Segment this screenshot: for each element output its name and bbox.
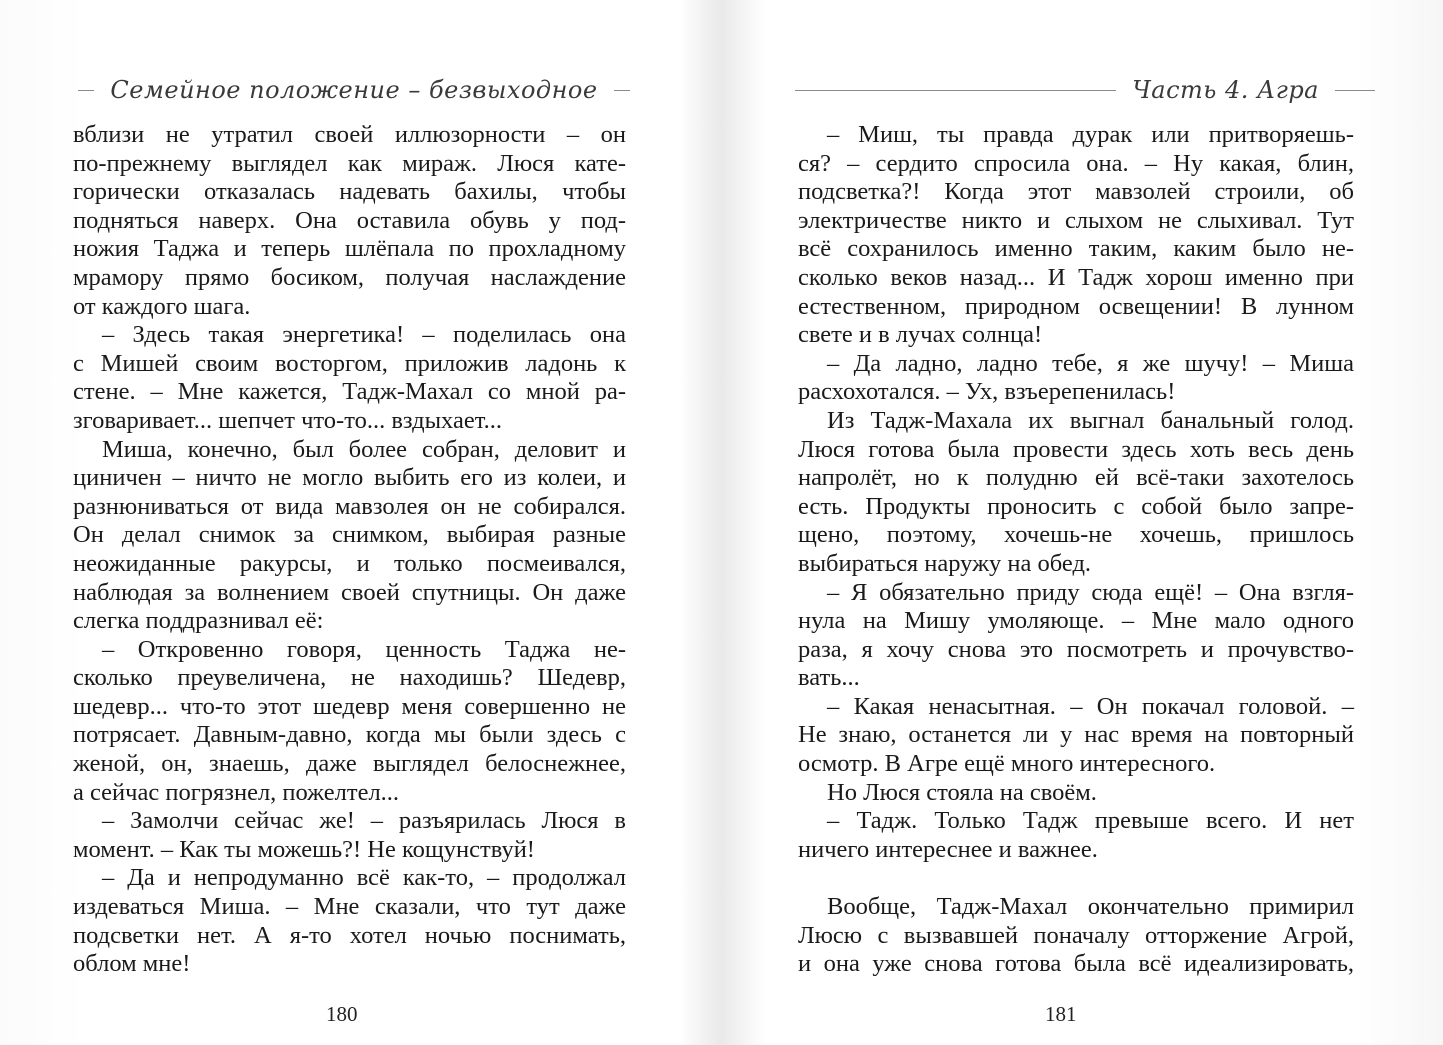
text-line: ножия Таджа и теперь шлёпала по прохладному bbox=[73, 235, 626, 263]
text-line: наблюдая за волнением своей спутницы. Он даже bbox=[73, 578, 626, 606]
text-line: расхохотался. – Ух, взъерепенилась! bbox=[798, 378, 1176, 406]
text-line: нула на Мишу умоляюще. – Мне мало одного bbox=[798, 607, 1354, 635]
text-line: издеваться Миша. – Мне сказали, что тут даже bbox=[73, 893, 626, 921]
text-line: подсветка?! Когда этот мавзолей строили, об bbox=[798, 178, 1354, 206]
paragraph-break bbox=[798, 864, 1354, 893]
text-line: – Да и непродуманно всё как-то, – продолжал bbox=[102, 864, 626, 892]
header-rule-right bbox=[614, 90, 630, 91]
text-line: ся? – сердито спросила она. – Ну какая, блин, bbox=[798, 149, 1354, 177]
text-line: напролёт, но к полудню ей всё-таки захотелось bbox=[798, 464, 1354, 492]
body-text bbox=[73, 121, 626, 979]
text-line: – Какая ненасытная. – Он покачал головой. – bbox=[827, 692, 1354, 720]
text-line: а сейчас погрязнел, пожелтел... bbox=[73, 778, 400, 806]
text-line: всё сохранилось именно таким, каким было не- bbox=[798, 235, 1354, 263]
text-line: стене. – Мне кажется, Тадж-Махал со мной ра- bbox=[73, 378, 626, 406]
text-line: свете и в лучах солнца! bbox=[798, 321, 1043, 349]
text-line: по-прежнему выглядел как мираж. Люся кате- bbox=[73, 149, 626, 177]
text-line: горически отказалась надевать бахилы, чтобы bbox=[73, 178, 626, 206]
text-line: и она уже снова готова была всё идеализировать, bbox=[798, 950, 1354, 978]
header-rule-left bbox=[795, 90, 1116, 91]
text-line: Он делал снимок за снимком, выбирая разные bbox=[73, 521, 626, 549]
text-line: Люсю с вызвавшей поначалу отторжение Агрой, bbox=[798, 921, 1354, 949]
text-line: Но Люся стояла на своём. bbox=[827, 778, 1097, 806]
text-line: Люся готова была провести здесь хоть весь день bbox=[798, 435, 1354, 463]
text-line: – Я обязательно приду сюда ещё! – Она взгля- bbox=[827, 578, 1354, 606]
text-line: вблизи не утратил своей иллюзорности – он bbox=[73, 121, 626, 148]
text-line: циничен – ничто не могло выбить его из колеи, и bbox=[73, 464, 626, 492]
text-line: – Замолчи сейчас же! – разъярилась Люся в bbox=[102, 807, 626, 835]
text-line: сколько веков назад... И Тадж хорош именно при bbox=[798, 263, 1354, 291]
header-rule-right bbox=[1335, 90, 1375, 91]
running-header bbox=[795, 70, 1375, 110]
text-line: – Откровенно говоря, ценность Таджа не- bbox=[102, 635, 626, 663]
text-line: Вообще, Тадж-Махал окончательно примирил bbox=[827, 893, 1354, 921]
text-line: мрамору прямо босиком, получая наслаждение bbox=[73, 263, 626, 291]
left-page bbox=[0, 0, 710, 1045]
text-line: разнюниваться от вида мавзолея он не собирался. bbox=[73, 492, 626, 520]
text-line: осмотр. В Агре ещё много интересного. bbox=[798, 750, 1216, 778]
text-line: Миша, конечно, был более собран, деловит и bbox=[102, 435, 626, 463]
text-line: неожиданные ракурсы, и только посмеивался, bbox=[73, 549, 626, 577]
running-header-title: Часть 4. Агра bbox=[1132, 76, 1319, 104]
text-line: шедевр... что-то этот шедевр меня совершенно не bbox=[73, 692, 626, 720]
text-line: сколько преувеличена, не находишь? Шедевр, bbox=[73, 664, 626, 692]
text-line: есть. Продукты проносить с собой было запре- bbox=[798, 492, 1354, 520]
text-line: Из Тадж-Махала их выгнал банальный голод. bbox=[827, 406, 1354, 434]
running-header-title: Семейное положение – безвыходное bbox=[110, 76, 598, 104]
text-line: естественном, природном освещении! В лунном bbox=[798, 292, 1354, 320]
text-line: ничего интереснее и важнее. bbox=[798, 835, 1098, 863]
text-line: – Миш, ты правда дурак или притворяешь- bbox=[827, 121, 1354, 148]
text-line: – Да ладно, ладно тебе, я же шучу! – Миша bbox=[827, 349, 1354, 377]
text-line: – Здесь такая энергетика! – поделилась она bbox=[102, 321, 626, 349]
text-line: – Тадж. Только Тадж превыше всего. И нет bbox=[827, 807, 1354, 835]
running-header bbox=[78, 70, 630, 110]
text-line: с Мишей своим восторгом, приложив ладонь к bbox=[73, 349, 626, 377]
body-text bbox=[798, 121, 1354, 979]
text-line: облом мне! bbox=[73, 950, 191, 978]
text-line: момент. – Как ты можешь?! Не кощунствуй! bbox=[73, 835, 535, 863]
text-line: женой, он, знаешь, даже выглядел белоснежнее, bbox=[73, 750, 626, 778]
text-line: слегка поддразнивал её: bbox=[73, 607, 324, 635]
text-line: зговаривает... шепчет что-то... вздыхает... bbox=[73, 406, 502, 434]
text-line: щено, поэтому, хочешь-не хочешь, пришлось bbox=[798, 521, 1354, 549]
text-line: Не знаю, останется ли у нас время на повторный bbox=[798, 721, 1354, 749]
text-line: подсветки нет. А я-то хотел ночью поснимать, bbox=[73, 921, 626, 949]
header-rule-left bbox=[78, 90, 94, 91]
text-line: подняться наверх. Она оставила обувь у под- bbox=[73, 206, 626, 234]
text-line: от каждого шага. bbox=[73, 292, 251, 320]
text-line: выбираться наружу на обед. bbox=[798, 549, 1092, 577]
page-number: 181 bbox=[1045, 1002, 1077, 1026]
text-line: потрясает. Давным-давно, когда мы были здесь с bbox=[73, 721, 626, 749]
text-line: раза, я хочу снова это посмотреть и прочувство- bbox=[798, 635, 1354, 663]
right-page bbox=[735, 0, 1443, 1045]
text-line: электричестве никто и слыхом не слыхивал. Тут bbox=[798, 206, 1354, 234]
page-number: 180 bbox=[326, 1002, 358, 1026]
text-line: вать... bbox=[798, 664, 860, 692]
